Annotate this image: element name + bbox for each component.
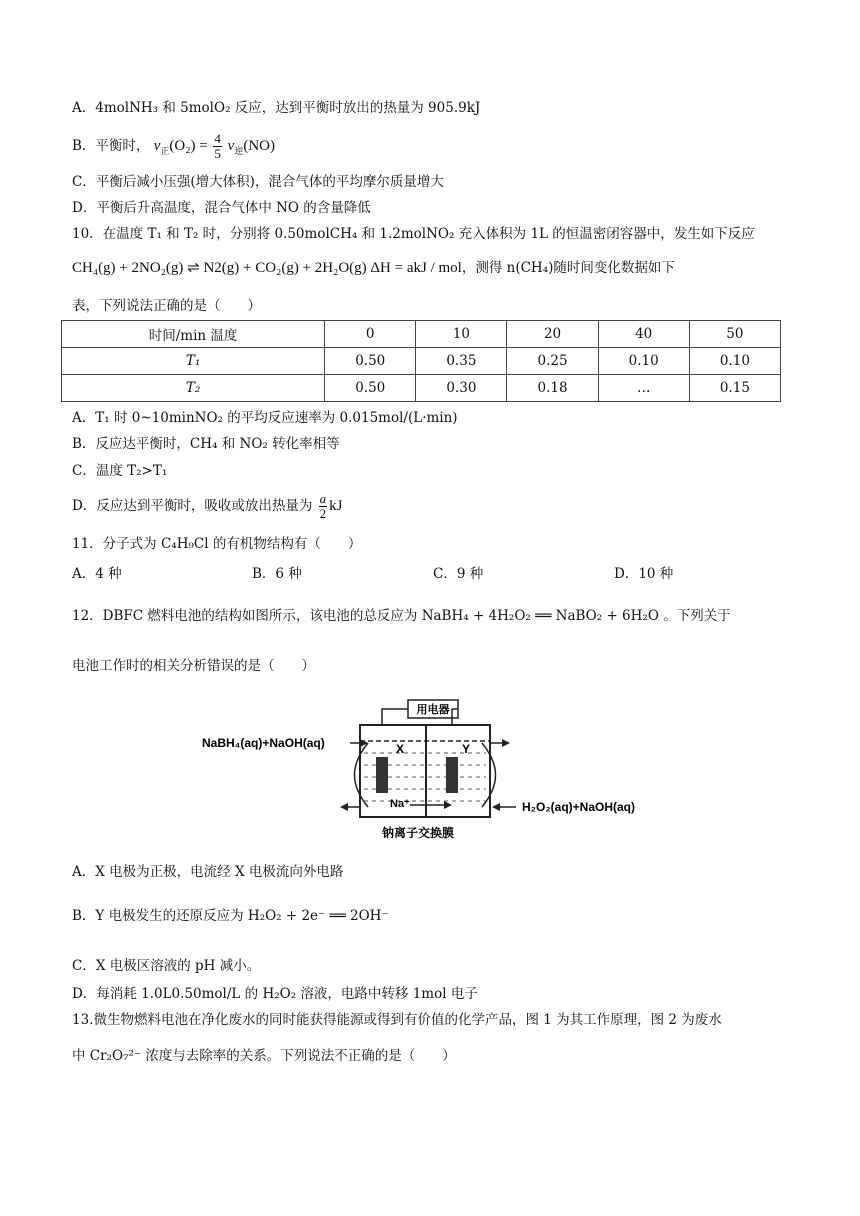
q10-option-a: A．T₁ 时 0~10minNO₂ 的平均反应速率为 0.015mol/(L·min) — [72, 410, 458, 426]
table-cell: … — [598, 375, 689, 402]
left-outlet-arrow-head — [340, 803, 348, 811]
q9-b-den: 5 — [214, 146, 221, 162]
q10-stem-line1: 10．在温度 T₁ 和 T₂ 时，分别将 0.50molCH₄ 和 1.2molNO₂ 充入体积为 1L 的恒温密闭容器中，发生如下反应 — [72, 226, 755, 242]
electrode-x — [376, 757, 388, 793]
q11-option-c: C．9 种 — [433, 566, 484, 582]
q13-stem-line2: 中 Cr₂O₇²⁻ 浓度与去除率的关系。下列说法不正确的是（ ） — [72, 1048, 456, 1064]
q10-d-prefix: D．反应达到平衡时，吸收或放出热量为 — [72, 498, 313, 514]
q12-stem-line1: 12．DBFC 燃料电池的结构如图所示，该电池的总反应为 NaBH₄ + 4H₂O₂ ══ NaBO₂ + 6H₂O 。下列关于 — [72, 608, 731, 624]
fuel-cell-diagram — [200, 695, 660, 845]
q12-option-a: A．X 电极为正极，电流经 X 电极流向外电路 — [72, 864, 344, 880]
q10-option-d — [72, 490, 342, 522]
q10-d-fraction — [319, 492, 328, 521]
q11-option-a: A．4 种 — [72, 566, 122, 582]
table-cell: 0.18 — [507, 375, 598, 402]
table-header-cell: 10 — [416, 321, 507, 348]
q12-option-d: D．每消耗 1.0L0.50mol/L 的 H₂O₂ 溶液，电路中转移 1mol 电子 — [72, 986, 478, 1002]
table-cell: 0.15 — [689, 375, 780, 402]
q11-option-d: D．10 种 — [614, 566, 674, 582]
table-cell: T₁ — [62, 348, 325, 375]
electrode-y — [446, 757, 458, 793]
electrode-y-label: Y — [462, 742, 471, 756]
table-cell: 0.50 — [325, 375, 416, 402]
q9-b-prefix: B．平衡时， — [72, 138, 150, 154]
q9-b-sub-left: 正 — [160, 146, 170, 156]
q9-b-fraction — [213, 132, 222, 161]
q9-option-b — [72, 130, 275, 167]
right-inlet-arrow-head — [492, 803, 500, 811]
q9-b-num: 4 — [214, 131, 221, 147]
q10-equation: CH₄(g) + 2NO₂(g) ⇌ N2(g) + CO₂(g) + 2H₂O(g) ΔH = akJ / mol — [72, 260, 462, 276]
q12-stem-line2: 电池工作时的相关分析错误的是（ ） — [72, 658, 315, 674]
q9-option-d: D．平衡后升高温度，混合气体中 NO 的含量降低 — [72, 200, 371, 216]
sodium-ion-label: Na⁺ — [390, 798, 410, 810]
table-cell: T₂ — [62, 375, 325, 402]
q9-b-sub-right: 逆 — [234, 146, 244, 156]
table-cell: 0.10 — [598, 348, 689, 375]
right-input-label: H₂O₂(aq)+NaOH(aq) — [522, 800, 636, 814]
q10-d-den: 2 — [319, 506, 327, 521]
table-row — [62, 375, 781, 402]
q12-option-c: C．X 电极区溶液的 pH 减小。 — [72, 958, 261, 974]
q10-option-c: C．温度 T₂>T₁ — [72, 463, 168, 479]
table-header-cell: 时间/min 温度 — [62, 321, 325, 348]
q10-stem-tail: ，测得 n(CH₄)随时间变化数据如下 — [461, 260, 675, 276]
left-input-label: NaBH₄(aq)+NaOH(aq) — [202, 736, 325, 750]
table-row — [62, 348, 781, 375]
device-label: 用电器 — [416, 704, 450, 716]
q9-b-no: (NO) — [243, 138, 276, 154]
q9-b-v-left: v — [153, 138, 161, 154]
q9-b-o2: (O₂) = — [169, 138, 208, 154]
table-cell: 0.50 — [325, 348, 416, 375]
table-header-cell: 50 — [689, 321, 780, 348]
table-cell: 0.25 — [507, 348, 598, 375]
q12-option-b: B．Y 电极发生的还原反应为 H₂O₂ + 2e⁻ ══ 2OH⁻ — [72, 908, 389, 924]
q10-option-b: B．反应达平衡时，CH₄ 和 NO₂ 转化率相等 — [72, 436, 340, 452]
table-cell: 0.35 — [416, 348, 507, 375]
q10-d-suffix: kJ — [329, 498, 343, 514]
q10-stem-line3: 表，下列说法正确的是（ ） — [72, 298, 261, 314]
q9-option-c: C．平衡后减小压强(增大体积)，混合气体的平均摩尔质量增大 — [72, 174, 444, 190]
table-cell: 0.10 — [689, 348, 780, 375]
table-cell: 0.30 — [416, 375, 507, 402]
q11-stem: 11．分子式为 C₄H₉Cl 的有机物结构有（ ） — [72, 536, 362, 552]
membrane-label: 钠离子交换膜 — [381, 826, 455, 840]
q9-b-expression — [153, 131, 276, 162]
electrode-x-label: X — [396, 742, 405, 756]
q10-data-table — [61, 320, 781, 402]
q10-stem-line2 — [72, 258, 675, 278]
q13-stem-line1: 13.微生物燃料电池在净化废水的同时能获得能源或得到有价值的化学产品，图 1 为其工作原理，图 2 为废水 — [72, 1012, 722, 1028]
table-header-cell: 20 — [507, 321, 598, 348]
table-header-cell: 40 — [598, 321, 689, 348]
table-header-cell: 0 — [325, 321, 416, 348]
q9-option-a: A．4molNH₃ 和 5molO₂ 反应，达到平衡时放出的热量为 905.9kJ — [72, 100, 481, 116]
q10-d-num: a — [319, 491, 327, 506]
table-header-row — [62, 321, 781, 348]
q11-option-b: B．6 种 — [252, 566, 302, 582]
right-outlet-arrow-head — [502, 739, 510, 747]
q9-b-v-right: v — [227, 138, 235, 154]
